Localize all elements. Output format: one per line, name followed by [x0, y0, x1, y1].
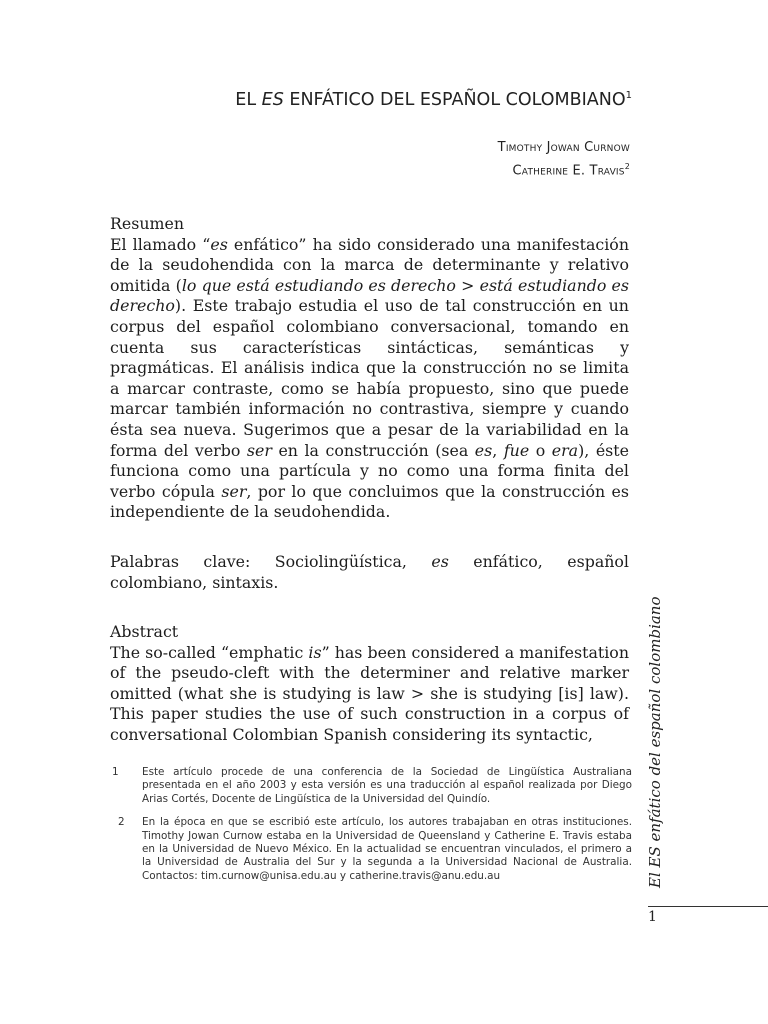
author-2-name: Catherine E. Travis [512, 163, 625, 179]
title-text: EL [235, 90, 262, 110]
footnote-number: 2 [118, 816, 125, 829]
resumen-heading: Resumen [110, 214, 185, 233]
footnotes [112, 766, 632, 893]
abstract-section [110, 622, 629, 746]
author-1: Timothy Jowan Curnow [497, 140, 630, 155]
keywords-label: Palabras clave: [110, 552, 251, 571]
page-number: 1 [648, 909, 657, 925]
abstract-heading: Abstract [110, 622, 179, 641]
authors [380, 138, 630, 180]
footnote-text: En la época en que se escribió este artículo, los autores trabajaban en otras instituciones. Timothy Jowan Curnow estaba en la Universidad de Queensland y Catherine E. Travis estaba en la Universidad de Nuevo México. En la actualidad se encuentran vinculados, el primero a la Universidad de Australia del Sur y la segunda a la Universidad Nacional de Australia. Contactos: tim.curnow@unisa.edu.au y catherine.travis@anu.edu.au [142, 816, 632, 882]
article-title [180, 90, 632, 110]
resumen-body: El llamado “es enfático” ha sido considerado una manifestación de la seudohendida con la marca de determinante y relativo omitida (lo que está estudiando es derecho > está estudiando es derecho). Este trabajo estudia el uso de tal construcción en un corpus del español colombiano conversacional, tomando en cuenta sus características sintácticas, semánticas y pragmáticas. El análisis indica que la construcción no se limita a marcar contraste, como se había propuesto, sino que puede marcar también información no contrastiva, siempre y cuando ésta sea nueva. Sugerimos que a pesar de la variabilidad en la forma del verbo ser en la construcción (sea es, fue o era), éste funciona como una partícula y no como una forma finita del verbo cópula ser, por lo que concluimos que la construcción es independiente de la seudohendida. [110, 234, 630, 522]
title-text-rest: ENFÁTICO DEL ESPAÑOL COLOMBIANO [283, 90, 626, 110]
title-emphasis: ES [261, 90, 284, 110]
abstract-body: The so-called “emphatic is” has been considered a manifestation of the pseudo-cleft with the determiner and relative marker omitted (what she is studying is law > she is studying [is] law). This paper studies the use of such construction in a corpus of conversational Colombian Spanish considering its syntactic, [110, 642, 629, 744]
footnote-2 [112, 816, 632, 883]
footnote-text: Este artículo procede de una conferencia de la Sociedad de Lingüística Australiana presentada en el año 2003 y esta versión es una traducción al español realizada por Diego Arias Cortés, Docente de Lingüística de la Universidad del Quindío. [142, 766, 632, 805]
resumen-section [110, 214, 629, 523]
footnote-marker-1[interactable]: 1 [625, 90, 632, 102]
footnote-1 [112, 766, 632, 806]
footnote-marker-2[interactable]: 2 [624, 162, 630, 171]
author-2 [380, 157, 630, 180]
running-title-text: El ES enfático del español colombiano [646, 596, 664, 888]
keywords-section [110, 552, 629, 593]
keywords-body: Palabras clave: Sociolingüística, es enfático, español colombiano, sintaxis. [110, 552, 629, 592]
footnote-number: 1 [112, 766, 119, 778]
page-number-rule [648, 906, 768, 907]
running-title [646, 596, 664, 888]
